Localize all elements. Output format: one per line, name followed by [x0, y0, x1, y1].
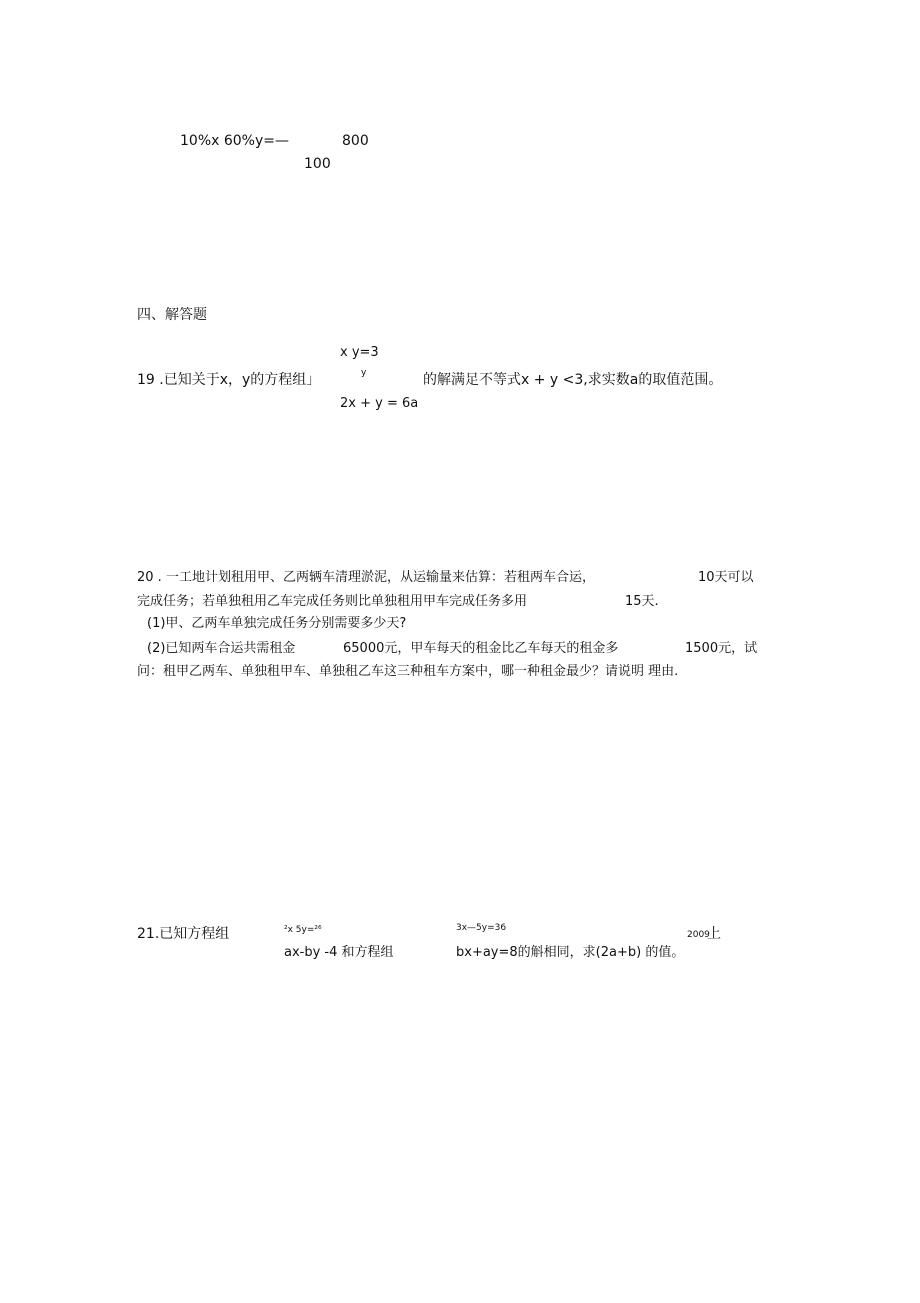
- q20-sub2: (2)已知两车合运共需租金: [147, 641, 296, 656]
- q20-line5: 问：租甲乙两车、单独租甲车、单独租乙车这三种租车方案中，哪一种租金最少？请说明 理由.: [137, 664, 679, 679]
- q20-line1-end: 10天可以: [698, 570, 754, 585]
- expr-fragment: 10%x 60%y=—: [180, 133, 289, 149]
- q21-lead: 21.已知方程组: [137, 926, 230, 942]
- q19-system-bottom: 2x + y = 6a: [340, 396, 419, 411]
- q20-sub2-end: 1500元，试: [685, 641, 758, 656]
- q20-line1: 20 . 一工地计划租用甲、乙两辆车清理淤泥，从运输量来估算：若租两车合运，: [137, 570, 595, 585]
- expr-numerator: 800: [342, 133, 369, 149]
- q21-shang: 上: [707, 926, 721, 942]
- q21-system1-bottom: ax-by -4 和方程组: [284, 945, 394, 960]
- q21-system2-bottom: bx+ay=8的斛相同，求(2a+b) 的值。: [456, 945, 685, 960]
- q20-sub1: (1)甲、乙两车单独完成任务分别需要多少天?: [147, 616, 407, 631]
- q21-exponent: 2009: [687, 930, 710, 940]
- q19-lead: 19 .已知关于x，y的方程组」: [137, 372, 321, 388]
- q20-line2: 完成任务；若单独租用乙车完成任务则比单独租用甲车完成任务多用: [137, 594, 528, 609]
- section-title: 四、解答题: [137, 307, 207, 323]
- q20-line2-end: 15天.: [625, 594, 659, 609]
- q21-system2-top: 3x—5y=36: [456, 923, 507, 933]
- q21-system1-top: ²x 5y=²⁶: [284, 925, 322, 935]
- q19-system-mid: y: [361, 368, 367, 378]
- q19-system-top: x y=3: [340, 345, 379, 360]
- q20-sub2-mid: 65000元，甲车每天的租金比乙车每天的租金多: [343, 641, 619, 656]
- expr-denominator: 100: [304, 156, 331, 172]
- q19-tail: 的解满足不等式x + y <3,求实数a的取值范围。: [423, 372, 723, 388]
